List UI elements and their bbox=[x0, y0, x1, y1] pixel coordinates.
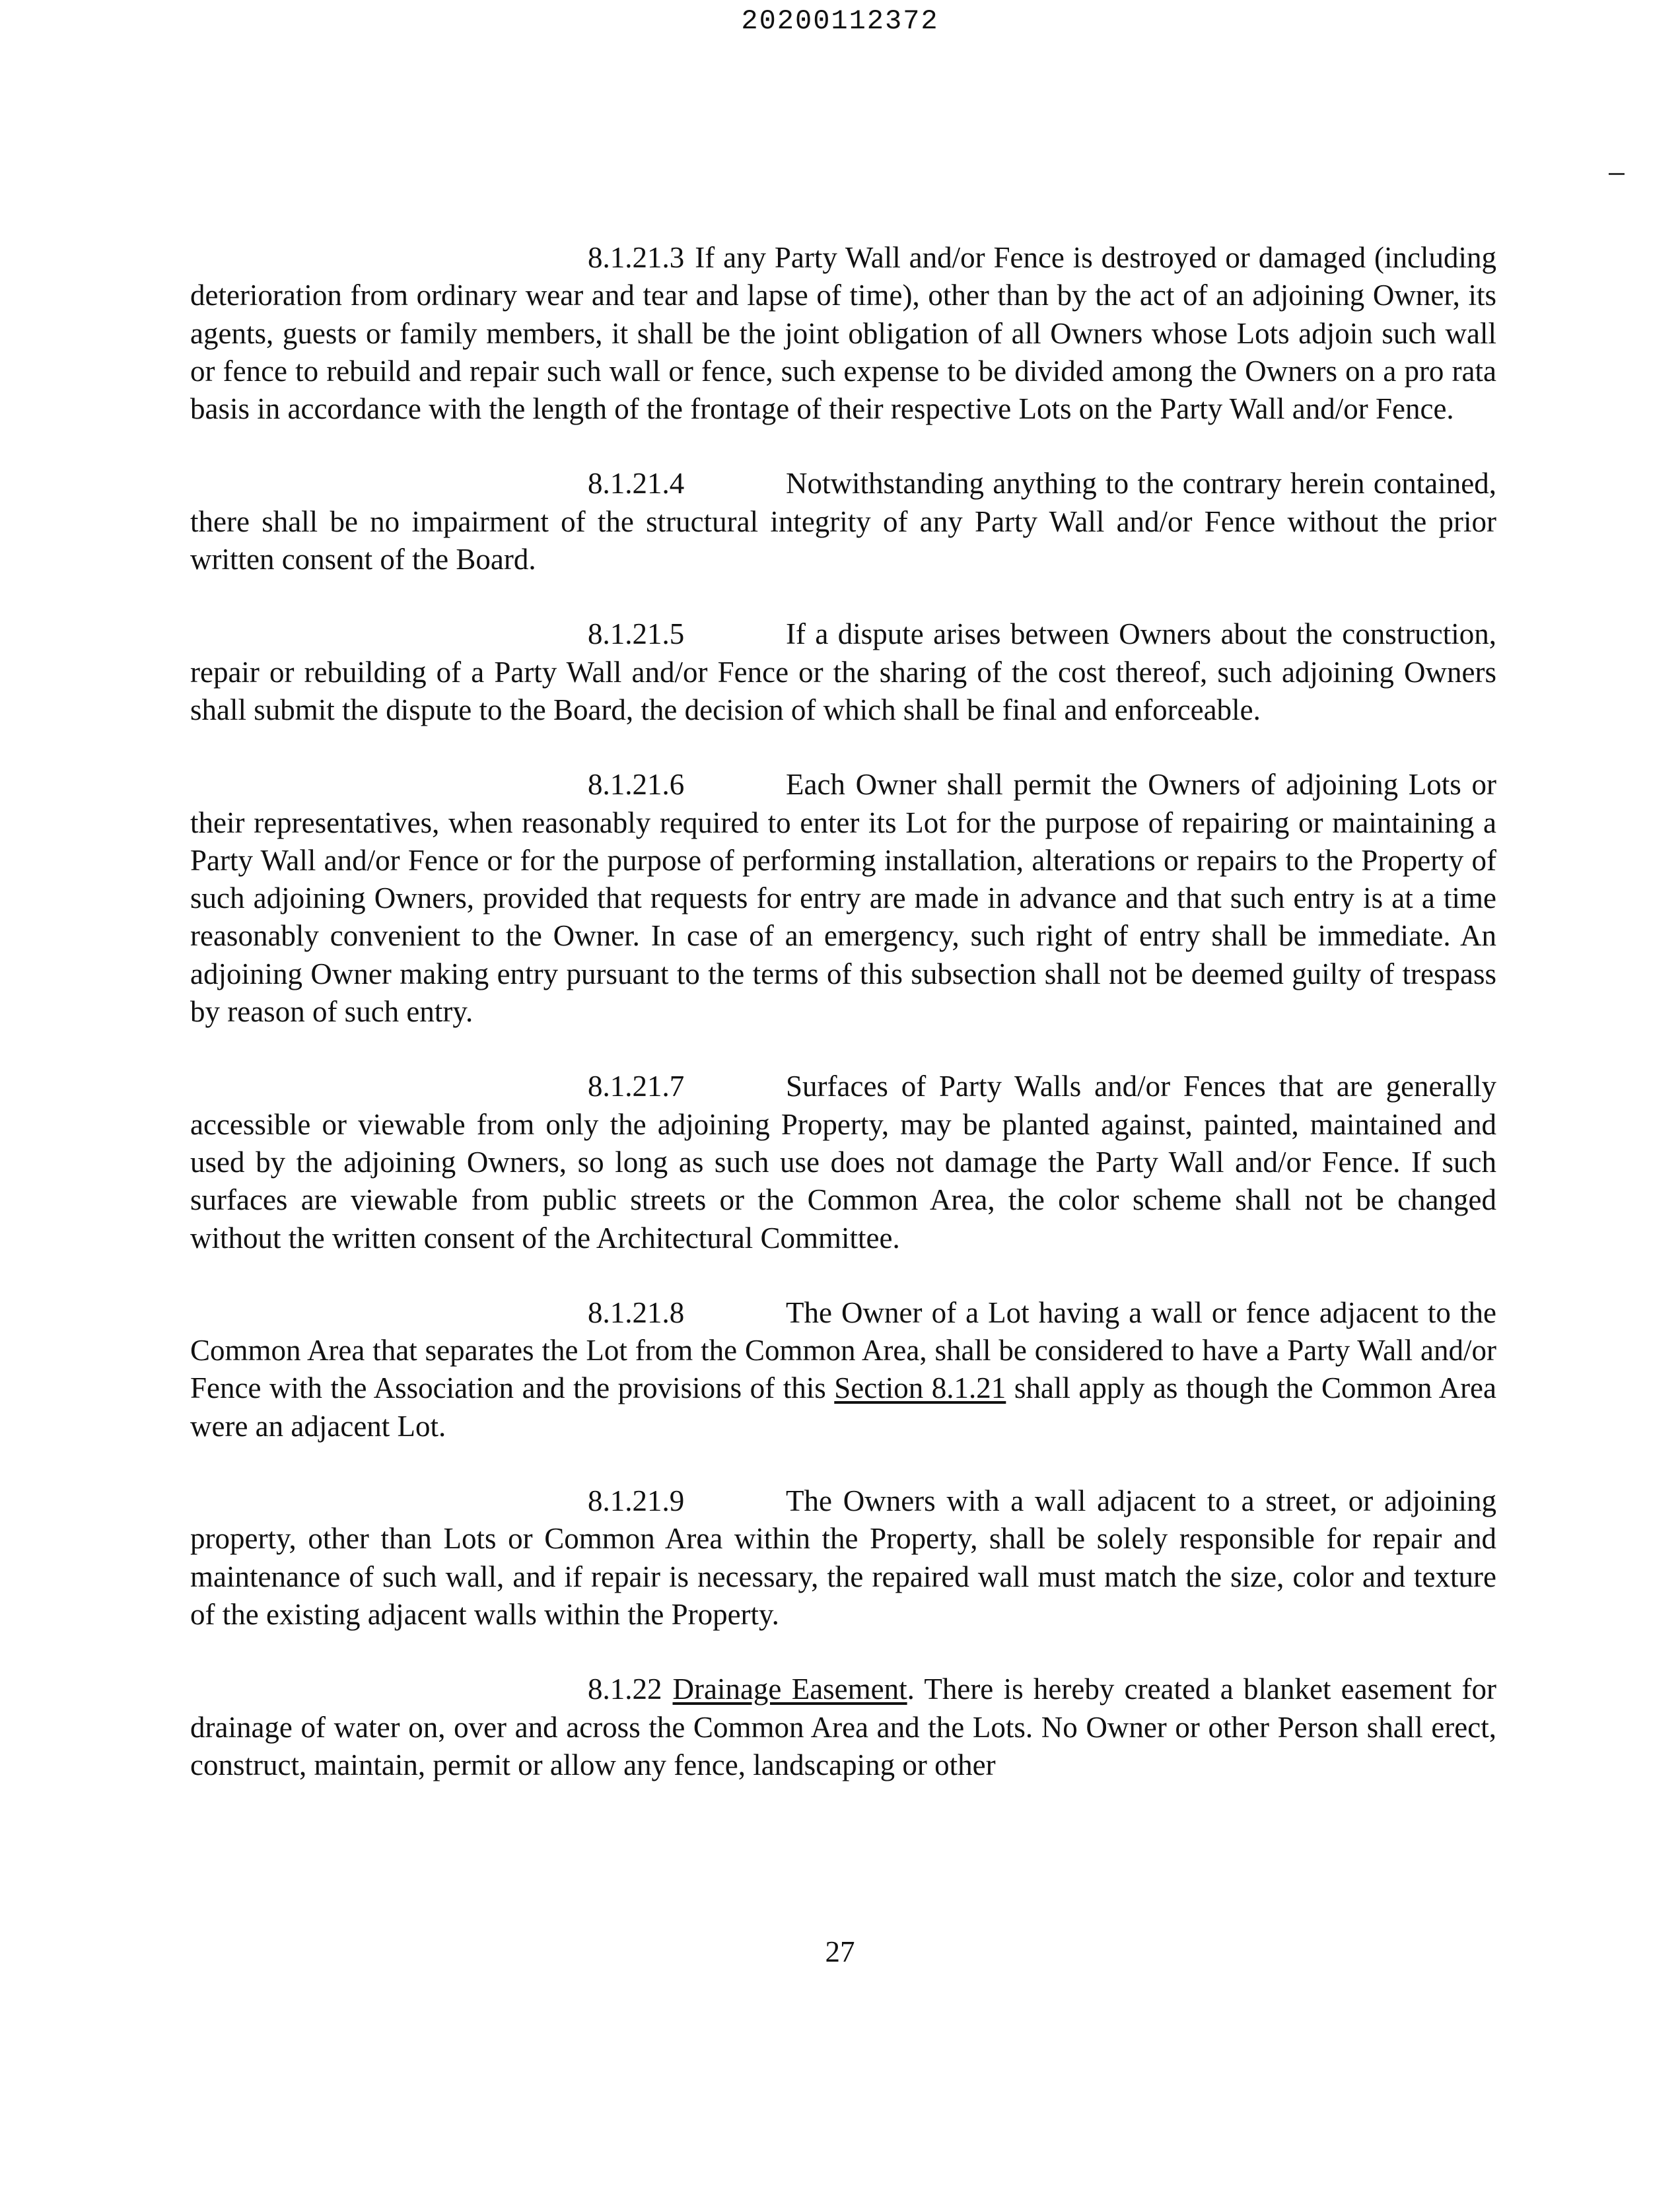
section-number: 8.1.21.4 bbox=[588, 467, 685, 500]
page-number: 27 bbox=[825, 1935, 855, 1968]
paragraph-text: If any Party Wall and/or Fence is destroyed or damaged (including deterioration from ordinary wear and tear and lapse of time), other than by the act of an adjoining Owner, its agents, guests or family members, it shall be the joint obligation of all Owners whose Lots adjoin such wall or fence to rebuild and repair such wall or fence, such expense to be divided among the Owners on a pro rata basis in accordance with the length of the frontage of their respective Lots on the Party Wall and/or Fence. bbox=[190, 241, 1496, 426]
document-body bbox=[190, 239, 1496, 1821]
document-number: 20200112372 bbox=[741, 5, 939, 37]
paragraph-text: The Owners with a wall adjacent to a street, or adjoining property, other than Lots or Common Area within the Property, shall be solely responsible for repair and maintenance of such wall, and if repair is necessary, the repaired wall must match the size, color and texture of the existing adjacent walls within the Property. bbox=[190, 1484, 1496, 1631]
paragraph-text: shall apply as though the Common Area were an adjacent Lot. bbox=[190, 1371, 1497, 1443]
section-number: 8.1.21.8 bbox=[588, 1295, 685, 1329]
paragraph-text: If a dispute arises between Owners about the construction, repair or rebuilding of a Party Wall and/or Fence or the sharing of the cost thereof, such adjoining Owners shall submit the dispute to the Board, the decision of which shall be final and enforceable. bbox=[190, 617, 1496, 726]
paragraph-8-1-21-4 bbox=[190, 465, 1496, 578]
section-number: 8.1.21.9 bbox=[588, 1484, 685, 1518]
paragraph-text: Notwithstanding anything to the contrary herein contained, there shall be no impairment of the structural integrity of any Party Wall and/or Fence without the prior written consent of the Board. bbox=[190, 467, 1496, 576]
paragraph-8-1-21-5 bbox=[190, 615, 1496, 729]
section-number: 8.1.21.5 bbox=[588, 617, 685, 651]
paragraph-8-1-21-8 bbox=[190, 1294, 1496, 1445]
scan-edge-mark bbox=[1609, 173, 1625, 175]
section-number: 8.1.21.7 bbox=[588, 1070, 685, 1103]
paragraph-8-1-21-7 bbox=[190, 1068, 1496, 1257]
section-number: 8.1.22 bbox=[588, 1673, 662, 1706]
paragraph-8-1-21-6 bbox=[190, 766, 1496, 1031]
paragraph-8-1-21-9 bbox=[190, 1482, 1496, 1634]
section-heading: Drainage Easement bbox=[672, 1673, 907, 1706]
paragraph-8-1-21-3 bbox=[190, 239, 1496, 428]
paragraph-text: Each Owner shall permit the Owners of adjoining Lots or their representatives, when reasonably required to enter its Lot for the purpose of repairing or maintaining a Party Wall and/or Fence or for the purpose of performing installation, alterations or repairs to the Property of such adjoining Owners, provided that requests for entry are made in advance and that such entry is at a time reasonably convenient to the Owner. In case of an emergency, such right of entry shall be immediate. An adjoining Owner making entry pursuant to the terms of this subsection shall not be deemed guilty of trespass by reason of such entry. bbox=[190, 768, 1496, 1029]
section-reference: Section 8.1.21 bbox=[834, 1371, 1006, 1405]
paragraph-text: There is hereby created a blanket easement for drainage of water on, over and across the Common Area and the Lots. No Owner or other Person shall erect, construct, maintain, permit or allow any fence, landscaping or other bbox=[190, 1673, 1496, 1781]
paragraph-text: Surfaces of Party Walls and/or Fences that are generally accessible or viewable from only the adjoining Property, may be planted against, painted, maintained and used by the adjoining Owners, so long as such use does not damage the Party Wall and/or Fence. If such surfaces are viewable from public streets or the Common Area, the color scheme shall not be changed without the written consent of the Architectural Committee. bbox=[190, 1070, 1496, 1255]
paragraph-text: The Owner of a Lot having a wall or fence adjacent to the Common Area that separates the Lot from the Common Area, shall be considered to have a Party Wall and/or Fence with the Association and the provisions of this bbox=[190, 1295, 1496, 1405]
section-number: 8.1.21.3 bbox=[588, 241, 685, 274]
paragraph-8-1-22: 8.1.22 Drainage Easement. There is hereby created a blanket easement for drainage of water on, over and across the Common Area and the Lots. No Owner or other Person shall erect, construct, maintain, permit or allow any fence, landscaping or other bbox=[190, 1671, 1496, 1784]
section-number: 8.1.21.6 bbox=[588, 768, 685, 802]
